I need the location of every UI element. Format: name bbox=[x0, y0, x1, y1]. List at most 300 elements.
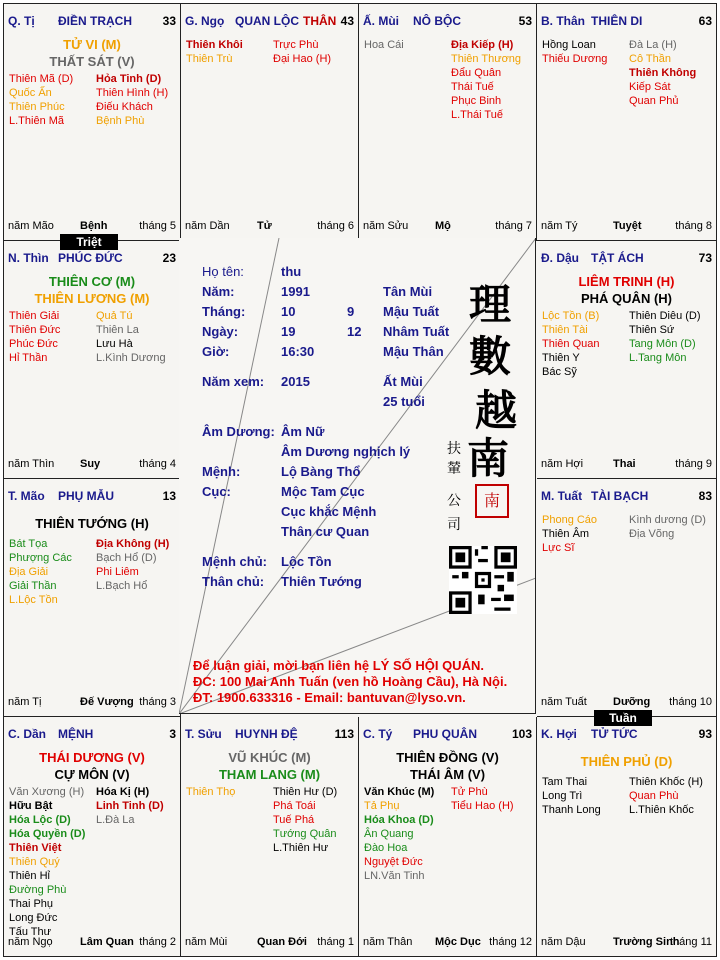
menh-chu-label: Mệnh chủ: bbox=[202, 554, 267, 569]
palace-year: năm Thìn bbox=[8, 458, 55, 470]
right-star-column bbox=[629, 513, 706, 541]
minor-star: Hồng Loan bbox=[542, 39, 596, 51]
minor-star: Thiên Không bbox=[629, 67, 697, 79]
minor-star: Hóa Khoa (D) bbox=[364, 814, 434, 826]
minor-star: L.Thiên Mã bbox=[9, 115, 65, 127]
palace-year: năm Tý bbox=[541, 220, 578, 232]
minor-star: Thiên Trù bbox=[186, 53, 233, 65]
right-star-column bbox=[273, 38, 331, 66]
palace-footer bbox=[8, 936, 176, 950]
palace-name bbox=[591, 14, 642, 28]
palace-month: tháng 9 bbox=[675, 458, 712, 470]
minor-star: L.Thiên Khốc bbox=[629, 804, 694, 816]
calligraphy-char-3: 越 bbox=[475, 386, 518, 435]
month-value: 10 bbox=[281, 304, 296, 319]
palace-month: tháng 1 bbox=[317, 936, 354, 948]
palace-name bbox=[413, 727, 477, 741]
calligraphy-char-2: 數 bbox=[469, 332, 512, 381]
left-star-column bbox=[542, 309, 599, 379]
palace-branch: K. Hợi bbox=[541, 727, 577, 741]
palace-year: năm Mão bbox=[8, 220, 54, 232]
minor-star: Hóa Quyền (D) bbox=[9, 828, 86, 840]
palace-month: tháng 6 bbox=[317, 220, 354, 232]
minor-star: Tang Môn (D) bbox=[629, 338, 696, 350]
palace-name bbox=[58, 251, 123, 265]
left-star-column bbox=[542, 775, 601, 817]
cuc-note-2: Thân cư Quan bbox=[281, 524, 370, 539]
day-label: Ngày: bbox=[202, 324, 239, 339]
year-label: Năm: bbox=[202, 284, 235, 299]
palace-month: tháng 7 bbox=[495, 220, 532, 232]
palace-cell-tuat bbox=[537, 479, 717, 717]
red-seal-stamp: 南 bbox=[475, 484, 509, 518]
palace-footer bbox=[541, 220, 712, 234]
minor-star: Long Trì bbox=[542, 790, 583, 802]
minor-star: Thiên Mã (D) bbox=[9, 73, 74, 85]
palace-header bbox=[541, 14, 712, 30]
palace-name bbox=[235, 14, 336, 28]
view-year-can: Ất Mùi bbox=[383, 374, 423, 389]
company-char-1: 扶 bbox=[447, 441, 461, 457]
palace-year: năm Ngọ bbox=[8, 936, 53, 948]
palace-footer bbox=[541, 696, 712, 710]
main-star: TỬ VI (M) bbox=[63, 37, 121, 52]
palace-footer bbox=[8, 220, 176, 234]
right-star-column bbox=[96, 72, 168, 128]
minor-star: Kình dương (D) bbox=[629, 514, 706, 526]
palace-age-number: 53 bbox=[518, 14, 532, 28]
palace-age-number: 63 bbox=[698, 14, 712, 28]
palace-footer bbox=[185, 220, 354, 234]
cuc-note-1: Cục khắc Mệnh bbox=[281, 504, 377, 519]
minor-star: Địa Kiếp (H) bbox=[451, 39, 514, 51]
palace-header bbox=[185, 727, 354, 743]
main-stars bbox=[359, 749, 536, 783]
palace-cell-thin bbox=[3, 241, 181, 479]
calligraphy-char-4: 南 bbox=[467, 434, 510, 483]
contact-address: ĐC: 100 Mai Anh Tuấn (ven hồ Hoàng Cầu), Hà Nội. bbox=[193, 674, 508, 689]
palace-name bbox=[591, 727, 638, 741]
palace-branch: C. Tý bbox=[363, 727, 393, 741]
minor-star: Thiên La bbox=[96, 324, 139, 336]
left-star-column bbox=[186, 785, 235, 799]
main-star: THẤT SÁT (V) bbox=[49, 54, 135, 69]
palace-cell-mui bbox=[359, 3, 537, 241]
minor-star: Ân Quang bbox=[364, 828, 414, 840]
palace-year: năm Mùi bbox=[185, 936, 228, 948]
minor-star: Thiên Giải bbox=[9, 310, 60, 322]
minor-star: Thiên Âm bbox=[542, 528, 590, 540]
main-star: CỰ MÔN (V) bbox=[54, 767, 130, 782]
menh-value: Lộ Bàng Thổ bbox=[281, 464, 361, 479]
minor-star: Kiếp Sát bbox=[629, 81, 671, 93]
minor-star: Hỏa Tinh (D) bbox=[96, 73, 162, 85]
palace-year: năm Tị bbox=[8, 696, 42, 708]
right-star-column bbox=[96, 309, 166, 365]
company-char-3: 公 bbox=[447, 493, 461, 509]
main-star: THIÊN PHỦ (D) bbox=[580, 754, 673, 769]
palace-header bbox=[541, 727, 712, 743]
palace-name-text: PHU QUÂN bbox=[413, 727, 478, 741]
minor-star: Tả Phụ bbox=[364, 800, 400, 812]
left-star-column bbox=[364, 38, 404, 52]
palace-name bbox=[591, 251, 644, 265]
month-label: Tháng: bbox=[202, 304, 246, 319]
left-star-column bbox=[542, 38, 607, 66]
center-info-panel bbox=[179, 238, 536, 714]
palace-header bbox=[8, 727, 176, 743]
minor-star: Đường Phù bbox=[9, 884, 67, 896]
main-star: THIÊN ĐỒNG (V) bbox=[396, 750, 499, 765]
palace-month: tháng 4 bbox=[139, 458, 176, 470]
palace-age-number: 113 bbox=[334, 727, 354, 741]
palace-stage: Mộ bbox=[435, 220, 451, 232]
palace-age-number: 93 bbox=[698, 727, 712, 741]
palace-age-number: 43 bbox=[340, 14, 354, 28]
minor-star: Địa Giải bbox=[9, 566, 49, 578]
palace-branch: G. Ngọ bbox=[185, 14, 225, 28]
palace-month: tháng 2 bbox=[139, 936, 176, 948]
hour-label: Giờ: bbox=[202, 344, 230, 359]
view-year-label: Năm xem: bbox=[202, 374, 265, 389]
view-year-value: 2015 bbox=[281, 374, 310, 389]
left-star-column bbox=[364, 785, 434, 883]
palace-cell-suu bbox=[181, 717, 359, 957]
day-lunar: 12 bbox=[347, 324, 362, 339]
right-star-column bbox=[96, 785, 164, 827]
palace-cell-mao bbox=[3, 479, 181, 717]
palace-cell-ti bbox=[3, 3, 181, 241]
palace-name-text: PHỤ MẪU bbox=[58, 489, 114, 503]
minor-star: L.Bạch Hổ bbox=[96, 580, 148, 592]
minor-star: Cô Thần bbox=[629, 53, 671, 65]
palace-branch: C. Dần bbox=[8, 727, 47, 741]
year-value: 1991 bbox=[281, 284, 310, 299]
minor-star: Phục Binh bbox=[451, 95, 502, 107]
minor-star: Thiên Sứ bbox=[629, 324, 675, 336]
palace-year: năm Dậu bbox=[541, 936, 586, 948]
palace-age-number: 83 bbox=[698, 489, 712, 503]
left-star-column bbox=[9, 785, 85, 939]
palace-age-number: 13 bbox=[162, 489, 176, 503]
minor-star: Đẩu Quân bbox=[451, 67, 502, 79]
minor-star: Tuế Phá bbox=[273, 814, 315, 826]
minor-star: Tấu Thư bbox=[9, 926, 52, 938]
minor-star: Phong Cáo bbox=[542, 514, 598, 526]
minor-star: Địa Võng bbox=[629, 528, 675, 540]
palace-header bbox=[363, 14, 532, 30]
palace-branch: T. Sửu bbox=[185, 727, 222, 741]
amduong-label: Âm Dương: bbox=[202, 424, 275, 439]
left-star-column bbox=[542, 513, 597, 555]
right-star-column bbox=[629, 775, 703, 817]
palace-name bbox=[235, 727, 298, 741]
minor-star: L.Đà La bbox=[96, 814, 135, 826]
amduong-value: Âm Nữ bbox=[281, 424, 325, 439]
main-stars bbox=[181, 749, 358, 783]
main-star: LIÊM TRINH (H) bbox=[578, 274, 675, 289]
minor-star: Thiên Hư (D) bbox=[273, 786, 338, 798]
year-can: Tân Mùi bbox=[383, 284, 433, 299]
palace-cell-dan bbox=[3, 717, 181, 957]
palace-footer bbox=[8, 696, 176, 710]
minor-star: Long Đức bbox=[9, 912, 58, 924]
triet-badge: Triệt bbox=[60, 234, 118, 250]
palace-year: năm Thân bbox=[363, 936, 413, 948]
palace-month: tháng 10 bbox=[669, 696, 712, 708]
palace-footer bbox=[541, 936, 712, 950]
palace-footer bbox=[541, 458, 712, 472]
palace-cell-dau bbox=[537, 241, 717, 479]
contact-line-1: Để luận giải, mời bạn liên hệ LÝ SỐ HỘI QUÁN. bbox=[193, 658, 484, 673]
palace-year: năm Tuất bbox=[541, 696, 587, 708]
minor-star: L.Tang Môn bbox=[629, 352, 687, 364]
palace-cell-hoi bbox=[537, 717, 717, 957]
minor-star: Đà La (H) bbox=[629, 39, 677, 51]
minor-star: Hoa Cái bbox=[364, 39, 404, 51]
palace-name bbox=[58, 489, 114, 503]
palace-stage: Đế Vượng bbox=[80, 696, 134, 708]
minor-star: Lực Sĩ bbox=[542, 542, 575, 554]
palace-footer bbox=[363, 220, 532, 234]
palace-stage: Bệnh bbox=[80, 220, 108, 232]
main-star: THAM LANG (M) bbox=[218, 767, 321, 782]
palace-name-text: TỬ TỨC bbox=[591, 727, 638, 741]
than-chu-value: Thiên Tướng bbox=[281, 574, 362, 589]
palace-header bbox=[8, 489, 176, 505]
palace-month: tháng 8 bbox=[675, 220, 712, 232]
palace-header bbox=[8, 251, 176, 267]
minor-star: Địa Không (H) bbox=[96, 538, 170, 550]
palace-name-text: HUYNH ĐỆ bbox=[235, 727, 298, 741]
right-star-column bbox=[273, 785, 337, 855]
main-star: THIÊN CƠ (M) bbox=[48, 274, 136, 289]
main-stars bbox=[4, 36, 180, 70]
palace-year: năm Sửu bbox=[363, 220, 409, 232]
minor-star: Lộc Tồn (B) bbox=[542, 310, 600, 322]
palace-stage: Quan Đới bbox=[257, 936, 307, 948]
palace-name-text: PHÚC ĐỨC bbox=[58, 251, 123, 265]
minor-star: Bạch Hổ (D) bbox=[96, 552, 157, 564]
minor-star: Thiên Quan bbox=[542, 338, 600, 350]
palace-year: năm Dần bbox=[185, 220, 230, 232]
left-star-column bbox=[9, 72, 73, 128]
palace-month: tháng 11 bbox=[669, 936, 712, 948]
minor-star: Nguyệt Đức bbox=[364, 856, 423, 868]
age-value: 25 tuổi bbox=[383, 394, 425, 409]
main-star: THIÊN LƯƠNG (M) bbox=[34, 291, 150, 306]
minor-star: Bát Tọa bbox=[9, 538, 48, 550]
minor-star: L.Thiên Hư bbox=[273, 842, 329, 854]
right-star-column bbox=[96, 537, 169, 593]
day-can: Nhâm Tuất bbox=[383, 324, 450, 339]
minor-star: L.Thái Tuế bbox=[451, 109, 503, 121]
minor-star: Đại Hao (H) bbox=[273, 53, 332, 65]
palace-branch: Đ. Dậu bbox=[541, 251, 580, 265]
palace-name-text: TẬT ÁCH bbox=[591, 251, 644, 265]
palace-month: tháng 5 bbox=[139, 220, 176, 232]
minor-star: Bác Sỹ bbox=[542, 366, 577, 378]
palace-stage: Trường Sinh bbox=[613, 936, 680, 948]
right-star-column bbox=[629, 309, 701, 365]
minor-star: Thai Phụ bbox=[9, 898, 54, 910]
company-char-4: 司 bbox=[447, 517, 461, 533]
palace-age-number: 33 bbox=[162, 14, 176, 28]
left-star-column bbox=[186, 38, 243, 66]
minor-star: Hỉ Thần bbox=[9, 352, 48, 364]
minor-star: Văn Khúc (M) bbox=[364, 786, 435, 798]
palace-stage: Suy bbox=[80, 458, 101, 470]
minor-star: Bệnh Phù bbox=[96, 115, 145, 127]
palace-name-text: THIÊN DI bbox=[591, 14, 643, 28]
right-star-column bbox=[451, 38, 521, 122]
minor-star: Tướng Quân bbox=[273, 828, 337, 840]
minor-star: Văn Xương (H) bbox=[9, 786, 85, 798]
palace-age-number: 103 bbox=[511, 727, 532, 741]
palace-name-text: QUAN LỘC bbox=[235, 14, 299, 28]
palace-name-text: MỆNH bbox=[58, 727, 94, 741]
left-star-column bbox=[9, 309, 60, 365]
minor-star: Thái Tuế bbox=[451, 81, 494, 93]
minor-star: Thiên Phúc bbox=[9, 101, 65, 113]
palace-cell-ngo bbox=[181, 3, 359, 241]
minor-star: Thiên Hỉ bbox=[9, 870, 50, 882]
right-star-column bbox=[451, 785, 514, 813]
minor-star: Thiên Quý bbox=[9, 856, 60, 868]
minor-star: Quan Phù bbox=[629, 790, 679, 802]
contact-phone-email[interactable]: ĐT: 1900.633316 - Email: bantuvan@lyso.vn. bbox=[193, 690, 466, 705]
minor-star: Tiểu Hao (H) bbox=[451, 800, 514, 812]
palace-month: tháng 3 bbox=[139, 696, 176, 708]
company-char-2: 輦 bbox=[447, 461, 461, 477]
palace-branch: M. Tuất bbox=[541, 489, 583, 503]
minor-star: Thiên Hình (H) bbox=[96, 87, 169, 99]
palace-stage: Lâm Quan bbox=[80, 936, 134, 948]
month-lunar: 9 bbox=[347, 304, 355, 319]
main-stars bbox=[4, 515, 180, 532]
palace-header bbox=[541, 489, 712, 505]
calligraphy-char-1: 理 bbox=[469, 280, 512, 329]
palace-age-number: 73 bbox=[698, 251, 712, 265]
left-star-column bbox=[9, 537, 72, 607]
palace-header bbox=[185, 14, 354, 30]
palace-branch: Ấ. Mùi bbox=[363, 14, 399, 28]
palace-header bbox=[363, 727, 532, 743]
palace-cell-ty bbox=[359, 717, 537, 957]
palace-branch: B. Thân bbox=[541, 14, 585, 28]
than-marker: THÂN bbox=[303, 14, 337, 28]
cuc-label: Cục: bbox=[202, 484, 231, 499]
minor-star: Hữu Bật bbox=[9, 800, 53, 812]
minor-star: Phúc Đức bbox=[9, 338, 58, 350]
minor-star: Phi Liêm bbox=[96, 566, 139, 578]
minor-star: Tam Thai bbox=[542, 776, 588, 788]
palace-stage: Tuyệt bbox=[613, 220, 642, 232]
minor-star: Quan Phủ bbox=[629, 95, 679, 107]
main-star: THÁI DƯƠNG (V) bbox=[39, 750, 145, 765]
palace-stage: Dưỡng bbox=[613, 696, 651, 708]
main-stars bbox=[4, 273, 180, 307]
contact-info bbox=[193, 658, 507, 706]
minor-star: Đào Hoa bbox=[364, 842, 408, 854]
name-value: thu bbox=[281, 264, 302, 279]
minor-star: Giải Thần bbox=[9, 580, 57, 592]
minor-star: Hóa Lộc (D) bbox=[9, 814, 71, 826]
qr-code-icon[interactable] bbox=[449, 546, 517, 614]
main-star: THIÊN TƯỚNG (H) bbox=[35, 516, 149, 531]
name-label: Họ tên: bbox=[202, 264, 244, 279]
palace-name bbox=[58, 727, 93, 741]
minor-star: Điếu Khách bbox=[96, 101, 153, 113]
palace-footer bbox=[185, 936, 354, 950]
minor-star: L.Lộc Tồn bbox=[9, 594, 58, 606]
main-stars bbox=[537, 273, 716, 307]
palace-month: tháng 12 bbox=[489, 936, 532, 948]
minor-star: Tử Phù bbox=[451, 786, 488, 798]
minor-star: Linh Tinh (D) bbox=[96, 800, 164, 812]
minor-star: Thiên Thương bbox=[451, 53, 522, 65]
main-star: PHÁ QUÂN (H) bbox=[581, 291, 672, 306]
palace-branch: T. Mão bbox=[8, 489, 45, 503]
main-star: VŨ KHÚC (M) bbox=[228, 750, 311, 765]
palace-name-text: TÀI BẠCH bbox=[591, 489, 649, 503]
minor-star: LN.Văn Tinh bbox=[364, 870, 425, 882]
main-star: THÁI ÂM (V) bbox=[409, 767, 486, 782]
month-can: Mậu Tuất bbox=[383, 304, 440, 319]
main-stars bbox=[537, 753, 716, 770]
minor-star: Thiên Việt bbox=[9, 842, 62, 854]
minor-star: L.Kình Dương bbox=[96, 352, 166, 364]
day-value: 19 bbox=[281, 324, 296, 339]
minor-star: Thiên Tài bbox=[542, 324, 588, 336]
minor-star: Thiếu Dương bbox=[542, 53, 608, 65]
minor-star: Phá Toái bbox=[273, 800, 316, 812]
minor-star: Lưu Hà bbox=[96, 338, 133, 350]
minor-star: Thanh Long bbox=[542, 804, 601, 816]
palace-branch: Q. Tị bbox=[8, 14, 35, 28]
minor-star: Quốc Ấn bbox=[9, 87, 52, 99]
tuan-badge: Tuần bbox=[594, 710, 652, 726]
minor-star: Quả Tú bbox=[96, 310, 133, 322]
minor-star: Trực Phù bbox=[273, 39, 319, 51]
palace-year: năm Hợi bbox=[541, 458, 584, 470]
palace-stage: Mộc Dục bbox=[435, 936, 481, 948]
minor-star: Phượng Các bbox=[9, 552, 72, 564]
palace-footer bbox=[8, 458, 176, 472]
cuc-value: Mộc Tam Cục bbox=[281, 484, 365, 499]
main-stars bbox=[4, 749, 180, 783]
palace-name-text: NÔ BỘC bbox=[413, 14, 461, 28]
amduong-note: Âm Dương nghịch lý bbox=[281, 444, 411, 459]
palace-age-number: 3 bbox=[169, 727, 176, 741]
minor-star: Thiên Khốc (H) bbox=[629, 776, 703, 788]
menh-chu-value: Lộc Tồn bbox=[281, 554, 332, 569]
hour-value: 16:30 bbox=[281, 344, 315, 359]
palace-stage: Thai bbox=[613, 458, 636, 470]
than-chu-label: Thân chủ: bbox=[202, 574, 265, 589]
palace-header bbox=[8, 14, 176, 30]
right-star-column bbox=[629, 38, 696, 108]
palace-header bbox=[541, 251, 712, 267]
minor-star: Hóa Kị (H) bbox=[96, 786, 150, 798]
minor-star: Thiên Khôi bbox=[186, 39, 243, 51]
palace-branch: N. Thìn bbox=[8, 251, 49, 265]
palace-name bbox=[58, 14, 132, 28]
palace-name bbox=[591, 489, 648, 503]
minor-star: Thiên Diêu (D) bbox=[629, 310, 701, 322]
minor-star: Thiên Y bbox=[542, 352, 580, 364]
minor-star: Thiên Đức bbox=[9, 324, 61, 336]
